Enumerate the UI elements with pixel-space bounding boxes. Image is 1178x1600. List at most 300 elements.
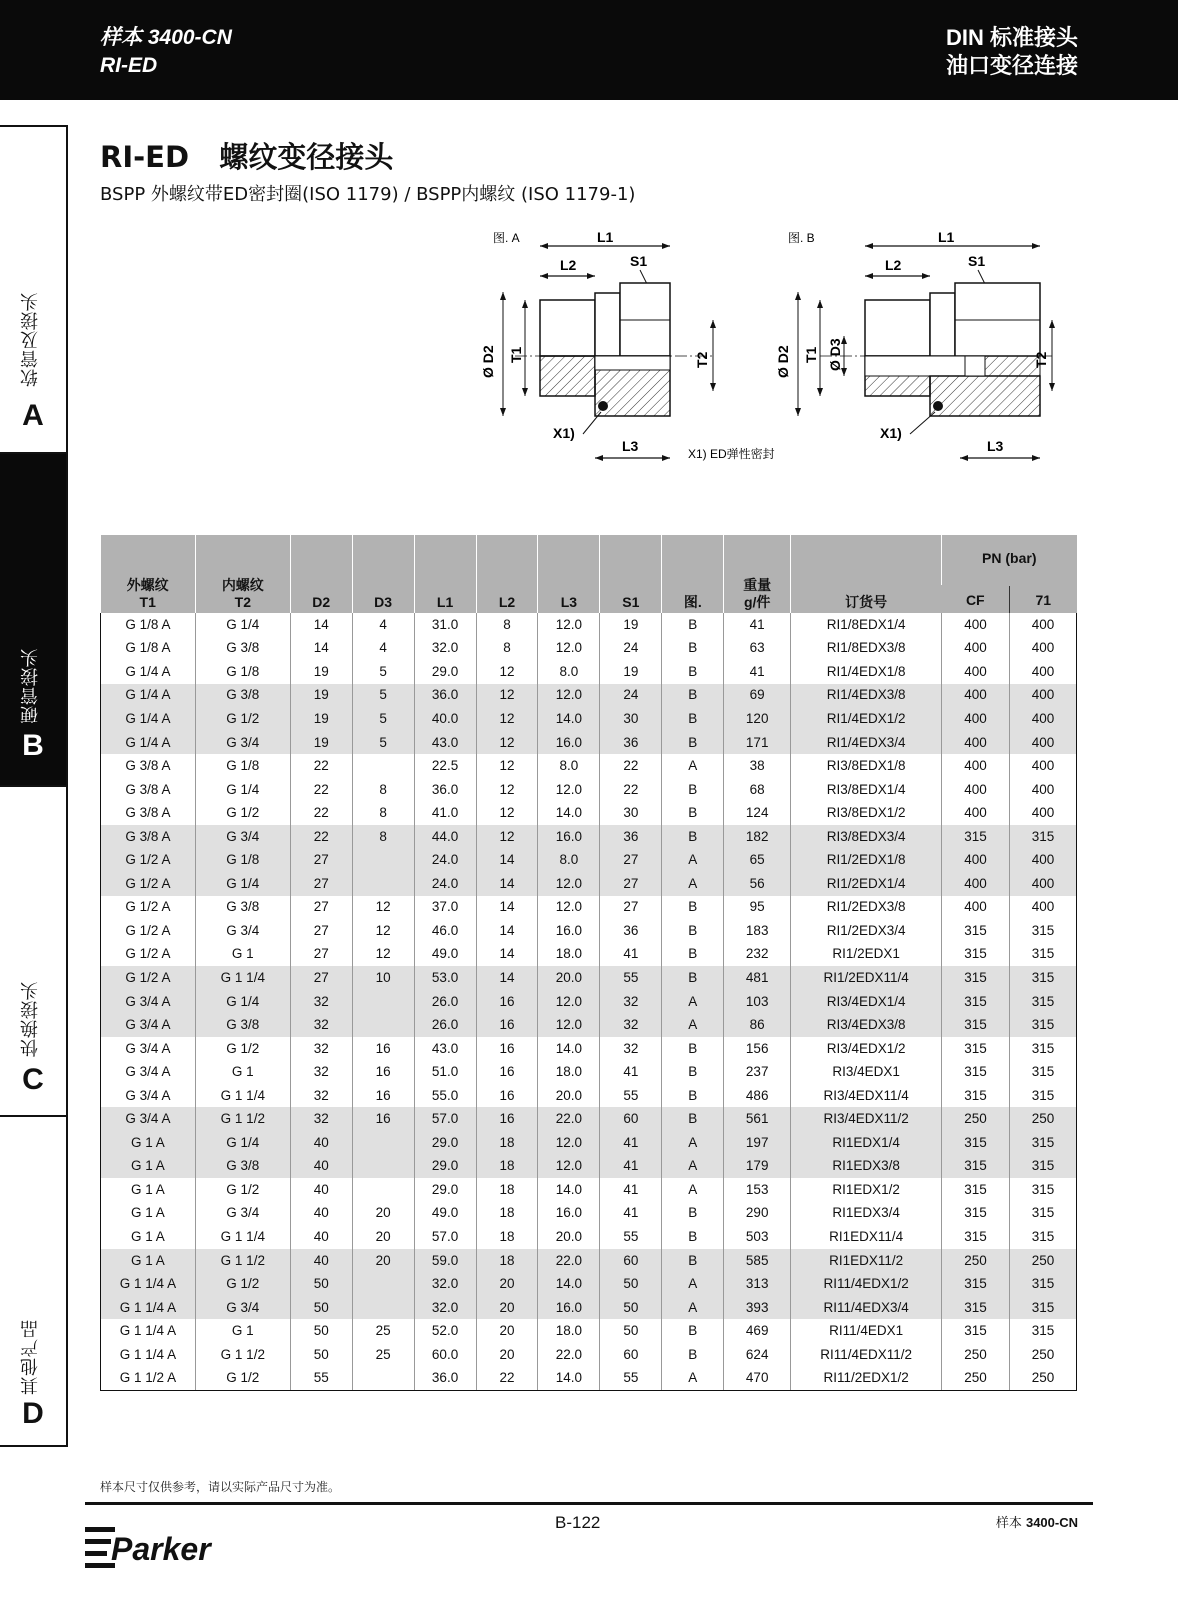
cell-t2: G 1/8 [195,754,290,778]
cell-figure: B [662,1249,724,1273]
cell-l2: 12 [476,778,538,802]
cell-t1: G 1/2 A [101,943,196,967]
cell-weight: 313 [724,1272,791,1296]
cell-l1: 49.0 [414,1202,476,1226]
cell-pn-cf: 315 [942,1296,1010,1320]
cell-figure: B [662,1060,724,1084]
cell-pn-71: 315 [1009,966,1076,990]
cell-l2: 12 [476,660,538,684]
cell-order-code: RI1/2EDX1/8 [791,848,942,872]
cell-t2: G 1 [195,1319,290,1343]
cell-order-code: RI1/4EDX1/2 [791,707,942,731]
cell-pn-cf: 315 [942,1084,1010,1108]
cell-pn-71: 315 [1009,825,1076,849]
cell-weight: 232 [724,943,791,967]
cell-s1: 41 [600,1155,662,1179]
cell-d2: 32 [290,990,352,1014]
cell-t1: G 1 A [101,1225,196,1249]
cell-l2: 14 [476,919,538,943]
cell-t2: G 1/4 [195,778,290,802]
cell-s1: 60 [600,1107,662,1131]
cell-d2: 50 [290,1343,352,1367]
cell-l2: 12 [476,754,538,778]
d3-label: Ø D3 [827,338,843,371]
x1-label: X1) [553,425,575,441]
tab-quick-couplings[interactable] [0,785,68,1115]
cell-s1: 32 [600,990,662,1014]
cell-l3: 12.0 [538,990,600,1014]
cell-pn-cf: 315 [942,1155,1010,1179]
parker-logo [85,1517,223,1571]
cell-figure: A [662,1131,724,1155]
cell-weight: 503 [724,1225,791,1249]
cell-weight: 120 [724,707,791,731]
cell-d3: 5 [352,731,414,755]
section-tabs [0,125,68,1475]
cell-pn-cf: 315 [942,1319,1010,1343]
cell-t2: G 1/2 [195,1037,290,1061]
table-row [101,1013,1077,1037]
cell-pn-71: 400 [1009,660,1076,684]
cell-l2: 12 [476,801,538,825]
logo-wordmark: Parker [111,1531,211,1567]
cell-t1: G 1 1/4 A [101,1319,196,1343]
cell-s1: 36 [600,919,662,943]
cell-l2: 18 [476,1202,538,1226]
cell-d2: 40 [290,1131,352,1155]
cell-t1: G 1/8 A [101,613,196,637]
cell-t2: G 1/2 [195,1272,290,1296]
cell-t1: G 1/4 A [101,731,196,755]
cell-l3: 14.0 [538,801,600,825]
cell-s1: 32 [600,1013,662,1037]
cell-figure: B [662,801,724,825]
series-code: RI-ED [100,54,158,77]
cell-t1: G 1 1/4 A [101,1343,196,1367]
cell-order-code: RI11/4EDX3/4 [791,1296,942,1320]
footer-note: 样本尺寸仅供参考，请以实际产品尺寸为准。 [100,1480,341,1494]
cell-s1: 60 [600,1343,662,1367]
tab-letter: B [22,729,44,762]
cell-figure: A [662,754,724,778]
cell-l1: 52.0 [414,1319,476,1343]
cell-d3: 10 [352,966,414,990]
cell-t2: G 3/8 [195,1013,290,1037]
cell-order-code: RI3/8EDX1/4 [791,778,942,802]
table-row [101,1084,1077,1108]
cell-figure: A [662,1367,724,1391]
cell-d2: 27 [290,966,352,990]
cell-figure: B [662,637,724,661]
cell-s1: 19 [600,613,662,637]
cell-t2: G 1/4 [195,872,290,896]
cell-l3: 12.0 [538,778,600,802]
cell-l3: 12.0 [538,1013,600,1037]
cell-l2: 18 [476,1155,538,1179]
cell-d3: 25 [352,1319,414,1343]
cell-d3 [352,754,414,778]
cell-t1: G 1/2 A [101,966,196,990]
cell-l3: 16.0 [538,919,600,943]
cell-l3: 14.0 [538,1367,600,1391]
cell-weight: 124 [724,801,791,825]
cell-l2: 12 [476,825,538,849]
cell-s1: 22 [600,754,662,778]
cell-d3 [352,872,414,896]
cell-s1: 41 [600,1131,662,1155]
cell-d2: 27 [290,919,352,943]
cell-l3: 22.0 [538,1343,600,1367]
cell-l1: 57.0 [414,1107,476,1131]
cell-d2: 50 [290,1319,352,1343]
cell-figure: A [662,1178,724,1202]
cell-order-code: RI3/4EDX1 [791,1060,942,1084]
cell-l1: 41.0 [414,801,476,825]
cell-t2: G 1/2 [195,801,290,825]
cell-order-code: RI1/2EDX3/4 [791,919,942,943]
cell-t2: G 1 [195,1060,290,1084]
tab-label: 快换接头 [20,981,41,1057]
figure-b-label: 图. B [788,231,815,245]
tab-label: 硬管接头 [20,648,41,724]
cell-l2: 20 [476,1296,538,1320]
table-row [101,754,1077,778]
cell-t2: G 1/8 [195,848,290,872]
cell-l2: 18 [476,1225,538,1249]
cell-l3: 8.0 [538,754,600,778]
cell-pn-cf: 315 [942,1178,1010,1202]
l3-label: L3 [622,438,639,454]
cell-t2: G 3/4 [195,731,290,755]
cell-weight: 393 [724,1296,791,1320]
cell-pn-71: 315 [1009,1202,1076,1226]
cell-l3: 18.0 [538,1060,600,1084]
cell-pn-cf: 250 [942,1249,1010,1273]
page-number: B-122 [555,1513,601,1532]
cell-figure: B [662,1202,724,1226]
cell-t1: G 1 1/4 A [101,1296,196,1320]
cell-d2: 32 [290,1107,352,1131]
cell-figure: B [662,660,724,684]
cell-order-code: RI1/2EDX3/8 [791,896,942,920]
cell-l3: 22.0 [538,1249,600,1273]
cell-t1: G 1/2 A [101,872,196,896]
cell-s1: 27 [600,896,662,920]
cell-pn-cf: 315 [942,943,1010,967]
cell-d3: 16 [352,1060,414,1084]
cell-order-code: RI3/4EDX1/4 [791,990,942,1014]
cell-figure: A [662,1155,724,1179]
table-row [101,801,1077,825]
table-row [101,825,1077,849]
cell-l3: 14.0 [538,707,600,731]
cell-pn-71: 315 [1009,1037,1076,1061]
tab-label: 软管及接头 [20,292,41,387]
cell-weight: 41 [724,613,791,637]
cell-t2: G 3/4 [195,825,290,849]
header-s1: S1 [600,535,662,613]
cell-t2: G 1/8 [195,660,290,684]
cell-l2: 16 [476,1084,538,1108]
cell-l3: 14.0 [538,1272,600,1296]
table-row [101,1367,1077,1391]
x1-label: X1) [880,425,902,441]
header-pn: PN (bar) [942,535,1077,585]
specification-table [100,535,1077,1391]
cell-weight: 103 [724,990,791,1014]
cell-weight: 95 [724,896,791,920]
cell-figure: B [662,731,724,755]
cell-l1: 26.0 [414,1013,476,1037]
header-l3: L3 [538,535,600,613]
cell-weight: 237 [724,1060,791,1084]
cell-s1: 41 [600,1178,662,1202]
cell-s1: 36 [600,825,662,849]
cell-l1: 55.0 [414,1084,476,1108]
cell-d2: 22 [290,778,352,802]
cell-order-code: RI1/2EDX1/4 [791,872,942,896]
cell-pn-cf: 315 [942,825,1010,849]
cell-order-code: RI1/8EDX1/4 [791,613,942,637]
cell-l2: 20 [476,1319,538,1343]
cell-pn-cf: 400 [942,848,1010,872]
cell-l2: 8 [476,613,538,637]
cell-pn-71: 400 [1009,778,1076,802]
cell-figure: B [662,1225,724,1249]
cell-l2: 12 [476,731,538,755]
cell-t1: G 3/4 A [101,990,196,1014]
table-row [101,966,1077,990]
cell-pn-cf: 315 [942,1013,1010,1037]
cell-order-code: RI1EDX1/4 [791,1131,942,1155]
cell-order-code: RI1EDX3/4 [791,1202,942,1226]
cell-l2: 16 [476,1037,538,1061]
cell-t1: G 3/8 A [101,801,196,825]
cell-t1: G 3/4 A [101,1060,196,1084]
cell-d2: 50 [290,1296,352,1320]
cell-d3: 12 [352,943,414,967]
table-row [101,1178,1077,1202]
cell-d2: 27 [290,872,352,896]
cell-d3: 12 [352,919,414,943]
cell-l3: 8.0 [538,848,600,872]
cell-l1: 32.0 [414,1296,476,1320]
cell-figure: B [662,778,724,802]
cell-l1: 51.0 [414,1060,476,1084]
cell-l3: 12.0 [538,1131,600,1155]
tab-hoses[interactable] [0,125,68,452]
cell-l1: 40.0 [414,707,476,731]
cell-weight: 171 [724,731,791,755]
header-d3: D3 [352,535,414,613]
cell-l1: 32.0 [414,637,476,661]
cell-figure: B [662,613,724,637]
footer-divider [85,1502,1093,1505]
cell-s1: 22 [600,778,662,802]
cell-weight: 179 [724,1155,791,1179]
cell-figure: B [662,707,724,731]
table-row [101,637,1077,661]
l1-label: L1 [938,229,955,245]
cell-d2: 40 [290,1178,352,1202]
cell-s1: 50 [600,1296,662,1320]
cell-pn-cf: 250 [942,1107,1010,1131]
header-d2: D2 [290,535,352,613]
cell-t2: G 3/4 [195,919,290,943]
cell-order-code: RI1/4EDX3/8 [791,684,942,708]
table-row [101,872,1077,896]
cell-d2: 27 [290,848,352,872]
cell-s1: 50 [600,1272,662,1296]
header-figure: 图. [662,535,724,613]
cell-l1: 24.0 [414,872,476,896]
cell-pn-cf: 250 [942,1343,1010,1367]
cell-figure: B [662,966,724,990]
cell-d2: 40 [290,1249,352,1273]
cell-pn-71: 315 [1009,1084,1076,1108]
cell-d3: 25 [352,1343,414,1367]
cell-t1: G 1/4 A [101,707,196,731]
t1-label: T1 [803,346,819,363]
cell-l1: 24.0 [414,848,476,872]
cell-d3: 20 [352,1225,414,1249]
cell-figure: B [662,1037,724,1061]
l2-label: L2 [560,257,577,273]
cell-s1: 24 [600,637,662,661]
header-left [100,24,232,80]
d2-label: Ø D2 [775,345,791,378]
cell-t2: G 1/2 [195,707,290,731]
cell-l1: 31.0 [414,613,476,637]
cell-t1: G 3/4 A [101,1107,196,1131]
cell-d2: 32 [290,1013,352,1037]
cell-figure: A [662,848,724,872]
cell-l1: 22.5 [414,754,476,778]
cell-d2: 40 [290,1225,352,1249]
table-row [101,1155,1077,1179]
cell-pn-cf: 400 [942,660,1010,684]
cell-s1: 50 [600,1319,662,1343]
cell-l2: 14 [476,896,538,920]
cell-order-code: RI3/4EDX1/2 [791,1037,942,1061]
cell-d3: 8 [352,825,414,849]
cell-l3: 20.0 [538,966,600,990]
cell-figure: B [662,1343,724,1367]
cell-order-code: RI1EDX11/2 [791,1249,942,1273]
cell-t2: G 1 1/4 [195,1225,290,1249]
cell-s1: 30 [600,707,662,731]
table-row [101,896,1077,920]
cell-d2: 32 [290,1060,352,1084]
cell-d3: 16 [352,1084,414,1108]
cell-l3: 20.0 [538,1225,600,1249]
table-row [101,660,1077,684]
cell-order-code: RI11/4EDX1 [791,1319,942,1343]
catalog-number: 样本 3400-CN [100,26,232,49]
cell-t1: G 1 A [101,1131,196,1155]
cell-pn-cf: 315 [942,1131,1010,1155]
cell-pn-cf: 400 [942,731,1010,755]
cell-l3: 8.0 [538,660,600,684]
cell-weight: 41 [724,660,791,684]
cell-order-code: RI11/4EDX1/2 [791,1272,942,1296]
cell-l1: 36.0 [414,684,476,708]
cell-s1: 55 [600,1367,662,1391]
cell-weight: 486 [724,1084,791,1108]
cell-l2: 16 [476,1107,538,1131]
cell-l1: 43.0 [414,1037,476,1061]
table-row [101,1202,1077,1226]
tab-tube-fittings[interactable] [0,452,68,785]
cell-pn-cf: 315 [942,1037,1010,1061]
cell-l1: 29.0 [414,1178,476,1202]
cell-d3 [352,990,414,1014]
cell-d3 [352,848,414,872]
cell-s1: 41 [600,1060,662,1084]
cell-order-code: RI11/4EDX11/2 [791,1343,942,1367]
cell-s1: 55 [600,1225,662,1249]
cell-weight: 182 [724,825,791,849]
cell-l3: 20.0 [538,1084,600,1108]
cell-order-code: RI1/2EDX11/4 [791,966,942,990]
cell-order-code: RI1EDX11/4 [791,1225,942,1249]
cell-figure: B [662,943,724,967]
cell-s1: 30 [600,801,662,825]
cell-pn-cf: 315 [942,1225,1010,1249]
cell-t2: G 1 1/2 [195,1107,290,1131]
cell-pn-71: 315 [1009,1060,1076,1084]
cell-weight: 153 [724,1178,791,1202]
cell-l1: 29.0 [414,1131,476,1155]
cell-d3: 8 [352,801,414,825]
table-row [101,943,1077,967]
figure-a-drawing [480,228,815,480]
cell-d3 [352,1272,414,1296]
cell-s1: 24 [600,684,662,708]
cell-d2: 22 [290,801,352,825]
cell-l2: 20 [476,1343,538,1367]
table-row [101,1037,1077,1061]
t1-label: T1 [508,346,524,363]
cell-pn-cf: 315 [942,1272,1010,1296]
cell-pn-cf: 400 [942,684,1010,708]
cell-weight: 290 [724,1202,791,1226]
table-row [101,613,1077,637]
cell-l2: 22 [476,1367,538,1391]
cell-weight: 63 [724,637,791,661]
cell-pn-71: 315 [1009,1178,1076,1202]
cell-pn-cf: 400 [942,707,1010,731]
cell-d2: 32 [290,1037,352,1061]
seal-note: X1) ED弹性密封 [688,447,775,461]
cell-l3: 18.0 [538,943,600,967]
cell-pn-cf: 315 [942,1202,1010,1226]
cell-l3: 14.0 [538,1037,600,1061]
cell-weight: 585 [724,1249,791,1273]
table-row [101,1343,1077,1367]
cell-t2: G 1/2 [195,1367,290,1391]
cell-order-code: RI1/4EDX1/8 [791,660,942,684]
cell-l3: 12.0 [538,1155,600,1179]
cell-s1: 41 [600,1202,662,1226]
t2-label: T2 [1033,351,1049,368]
cell-t1: G 1 A [101,1249,196,1273]
table-body [101,613,1077,1390]
cell-t1: G 1 A [101,1202,196,1226]
table-row [101,684,1077,708]
tab-other-products[interactable] [0,1115,68,1447]
cell-d3: 16 [352,1107,414,1131]
